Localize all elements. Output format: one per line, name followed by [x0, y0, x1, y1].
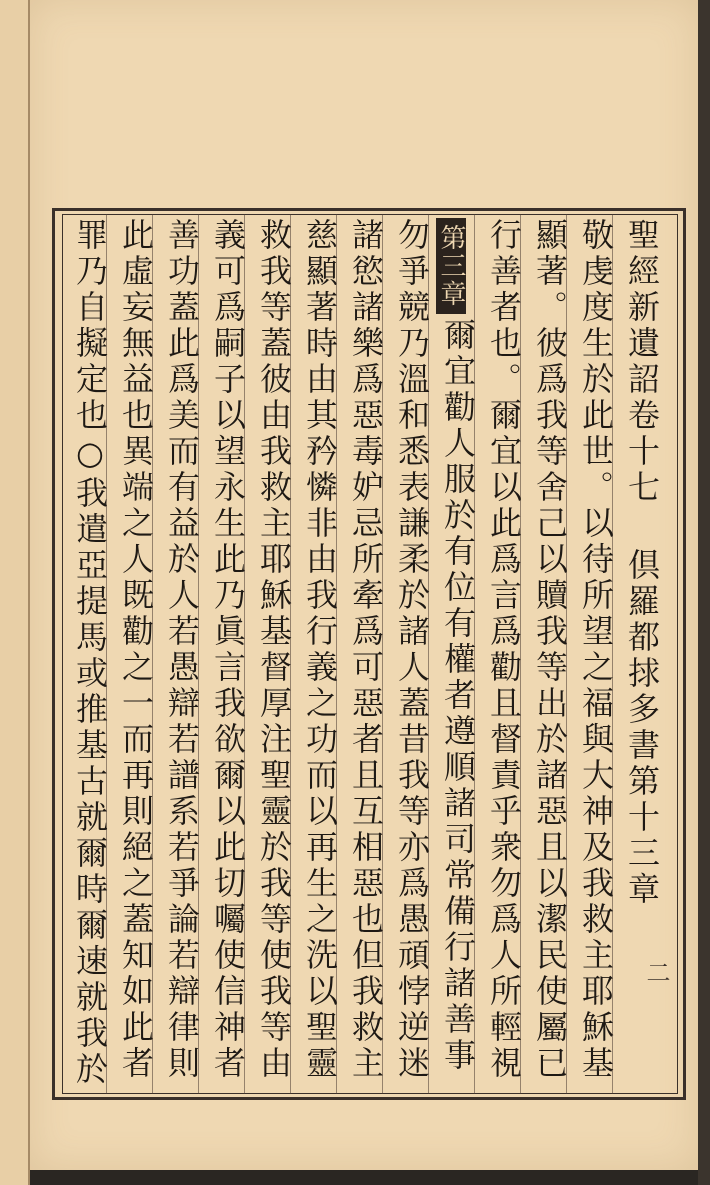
- text-column: 勿爭競乃溫和悉表謙柔於諸人蓋昔我等亦爲愚頑悖逆迷: [393, 218, 431, 1082]
- previous-page-edge: [0, 0, 30, 1185]
- text-column: 顯著。彼爲我等舍己以贖我等出於諸惡且以潔民使屬已: [531, 218, 569, 1082]
- text-column: 此虛妄無益也異端之人既勸之一而再則絕之蓋知如此者: [117, 218, 155, 1082]
- text-column: 敬虔度生於此世。以待所望之福與大神及我救主耶穌基: [577, 218, 615, 1082]
- text-column: 義可爲嗣子以望永生此乃眞言我欲爾以此切囑使信神者: [209, 218, 247, 1082]
- chapter-badge: 第三章: [436, 218, 466, 314]
- text-column: 行善者也。爾宜以此爲言爲勸且督責乎衆勿爲人所輕視: [485, 218, 523, 1082]
- text-column: 善功蓋此爲美而有益於人若愚辯若譜系若爭論若辯律則: [163, 218, 201, 1082]
- page-number: 二: [642, 960, 670, 984]
- text-column: 慈顯著時由其矜憐非由我行義之功而以再生之洗以聖靈: [301, 218, 339, 1082]
- text-column: 罪乃自擬定也○我遣亞提馬或推基古就爾時爾速就我於: [71, 218, 109, 1088]
- text-column: 救我等蓋彼由我救主耶穌基督厚注聖靈於我等使我等由: [255, 218, 293, 1082]
- page-shadow-edge: [698, 0, 710, 1185]
- running-header: 聖經新遺詔卷十七 倶羅都捄多書第十三章: [623, 218, 661, 908]
- text-column: 爾宜勸人服於有位有權者遵順諸司常備行諸善事: [439, 318, 477, 1074]
- text-column: 諸慾諸樂爲惡毒妒忌所牽爲可惡者且互相惡也但我救主: [347, 218, 385, 1082]
